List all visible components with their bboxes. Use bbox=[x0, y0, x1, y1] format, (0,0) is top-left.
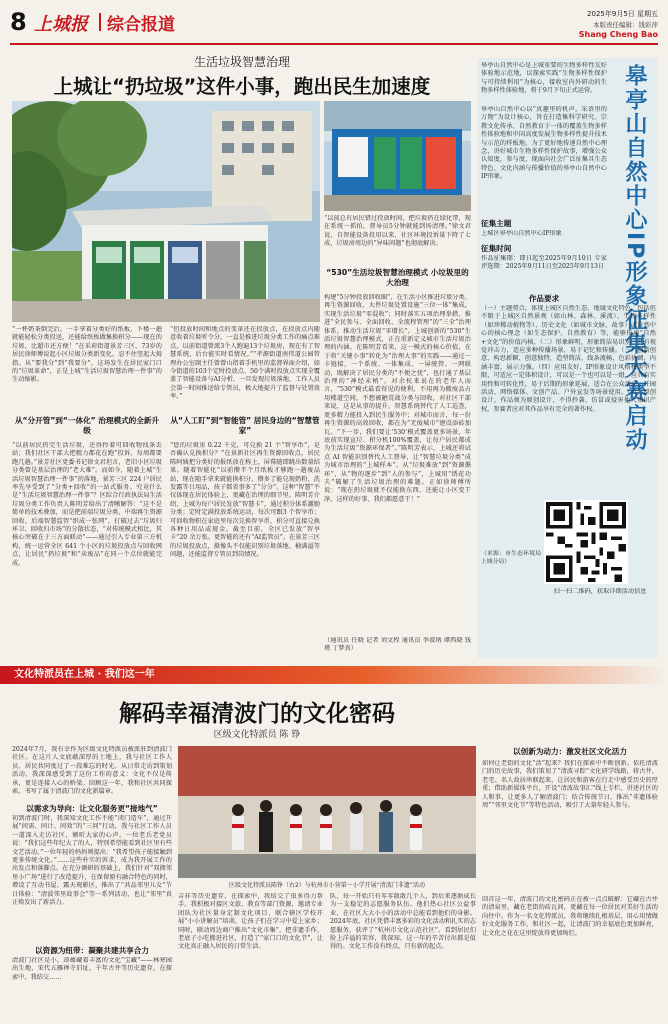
article1-col1-para2: “以前居民扔完生活垃圾，还得拎着可回收物找条丢站；我们社区干部大把精力都花在跑“投诉，每周都要跑几趟。”景芳社区党委书记徐文君坦言，老旧小区垃圾分类曾是基层治理的“老大难”。而如今，随着上城“生活垃圾智慧治理一件事”的落地，景芳三区 224 户居民率先享受到了“分类+回收”的一站式服务。究竟什么是“生活垃圾智慧治理一件事”？区综合行政执法局生活垃圾分类工作负责人陈明芳给出了清晰解答：“这不是简单的技术叠加，而是把前端垃圾分类、中端再生资源回收、后端智慧监管“织成一张网”，打破过去“垃圾归环卫、回收归市场”的分散状态，“对传统模式相比，其核心突破在于三方面联动”——通过引入专业第三方机构，统一运营全区 641 个小区的垃圾投放点与回收网点，让居民“扔垃圾”和“卖废品”在同一个点位就能完成。 bbox=[12, 442, 162, 567]
qr-instruction: 扫一扫二维码，获取详细活动信息 bbox=[553, 588, 647, 595]
article1-col2-para1: “但投放时间和地点的变革还在投放点，在投放点内随意收着垃圾听令分，一直是推进垃圾分类工作的痛点难点，以前街道曾派3个人跑遍13个垃圾房，现在有了智慧系统，后台能实时看情况。”“孝源街道南伟道公园管理办公室副主任曾曾山指着手机里的监督界面介绍，如今街道的103个定时投放点、50个满时投放点实现全覆盖了智能设备与AI分析，一旦发现垃圾落地、工作人员会第一时间推送给专管员，极大地提升了监督与处置效率。” bbox=[170, 326, 320, 401]
photo-caption: 区级文化特派员陈铮（右2）与杭州市小营第一小学开展“清波门非遗”活动 bbox=[228, 882, 426, 889]
article2-col2: 吉祥等历史遗存，在探索中，我结交了很多得力帮手。我积极对接区文旅、教育等部门资源，邀请专业团队为社区量身定制文化项目，联合辖区学校开展“小小讲解员”培训，让孩子们在学习中爱上家乡；同时，联动周边商户推出“文化市集”，把非遗手作、老底子小吃搬进社区，打造了“家门口的文化节”，让文化真正融入居民的日常生活。 bbox=[178, 893, 323, 951]
article1-col3-para2: 构建“5分钟投放回收圈”，在生活小区推进垃圾分类、再生资源回收、大件垃圾处置设施“三位一体”集成，实现生活垃圾“零混收”；同时落实五项治理举措，推进“全民参与、全面回收、全流程管理”的“三全”治理体系，推动生活垃圾“零增长”。上城创新的“530”生活垃圾智慧治理模式，正在重新定义城市生活垃圾治理的内涵。在陈明芳看来，这一模式的核心价值，在于将“关键小事”转化为“治理大事”的实践——通过一卡链接，一个系统、一体集成、一屏统管、一网联动，既解决了居民分类的“不便之忧”，也打通了基层治理的“神经末梢”。对余杭来说在的老年人而言，“530”模式最看得见的便利，不用再为搬废品占用楼道空间，不想被陋荒战分类与回收，对社区干部来说，这是从事的提升，智慧系统替代了人工巡查，更多精力能投入到民生服务中；对城市而言，每一份再生资源的高效回收，都在为“无废城市”建设添砖加瓦。“下一步，我们要让‘530’模式覆盖更多场景，年底前实现宣垃、积分机100%覆盖，让每户居民都成为生活垃圾“资源环保者”。”陈明芳表示，上城还将试点 AI 智能识别替代人工督导，让“智慧垃圾分类”成为城市治理的“上城样本”。从“垃圾难放”到“资源循环”，从“物的逐步”到“人的参与”，上城用“绣花功夫”破解了生活垃圾治理的难题。正如徐师傅所说：“现在扔垃圾就不仅能换东西，还能让小区变干净，这样的好事，我们都愿意干！” bbox=[324, 294, 471, 503]
masthead bbox=[0, 0, 668, 50]
smart-kiosk-illustration bbox=[324, 101, 471, 211]
article1-col1-para1: “一杯奶茶倒完后，一手拿着分类好的纸板，下楼一趟就能轻松分类投送，还能给纸板做集换积分——现在的垃圾，比超市还方便！”在采荷街道景芳三区，73岁的居民徐师傅说起小区垃圾分类新变化，忍不住竖起大拇指。从“要我分”到“我要分”，这场发生在居民家门口的“垃圾革命”，正是上城“生活垃圾智慧治理一件事”的生动缩影。 bbox=[12, 326, 162, 384]
sidebar-requirements: （一）主题契合，体现上城区自然生态、地域文化特色，包括但不限于上城区自然景观（如山林、森林、溪流）、生物多样性（如珍稀动植物等）、历史文化（如城市文脉、故事）或自然中心的核心理念（如生态保护、自然教育）等，能够传递“自然+文化”的价值内核。（二）形象鲜明，形象简洁易识别，具有视觉冲击力，适应多种传播场景，易于记忆和传播。（三）创新创意，构思新颖、创意独特，造型简洁，线条流畅，色彩协调，内涵丰富，展示力强。（四）应用友好，IP形象设计风格和类型不限，可适应一定体积设计，可以是一个也可以是一组，应具有实用性和可转化性，易于后期的形象延展，适合在公众活动、开园活动、网络媒体、文创产品、户外宣发等场景使用。（五）原创设计，作品须为原创设计，不得抄袭、仿冒或侵害他人知识产权，参赛者应对其作品享有完全的著作权。 bbox=[481, 305, 656, 413]
article1-subhead2: 从“人工盯”到“智能管” 居民身边的“智慧管家” bbox=[170, 416, 320, 435]
paper-logo: 上城报 bbox=[34, 14, 88, 35]
sidebar-head-theme: 征集主题 bbox=[481, 219, 512, 228]
page-number: 8 bbox=[10, 8, 27, 36]
pinyin-logo: Shang Cheng Bao bbox=[578, 30, 658, 39]
divider bbox=[99, 13, 101, 31]
sidebar-title: 皋亭山自然中心IP形象征集大赛启动 bbox=[622, 64, 647, 453]
issue-date: 2025年9月5日 星期五 bbox=[587, 10, 658, 18]
photo-smart-kiosk bbox=[324, 101, 471, 211]
article1-byline: （通讯员 任晓 记者 刘文程 通讯员 李波纳 谭西晓 钱 瑾 丁梦真） bbox=[324, 637, 471, 653]
sidebar-head-time: 征集时间 bbox=[481, 244, 512, 253]
qr-caption: （来源：市生态环境局上城分局） bbox=[481, 551, 541, 566]
group-photo-illustration bbox=[178, 746, 476, 878]
article1-kicker: 生活垃圾智慧治理 bbox=[193, 55, 290, 69]
article1-subhead1: 从“分开管”到“一体化” 治理模式的全新升级 bbox=[14, 416, 160, 435]
qr-code-icon bbox=[546, 502, 626, 582]
sidebar-head-req: 作品要求 bbox=[528, 294, 560, 303]
masthead-rule bbox=[10, 43, 658, 45]
article2-col4-subhead: 以创新为动力：激发社区文化活力 bbox=[513, 747, 627, 756]
photo-recycling-station bbox=[12, 101, 320, 322]
photo-group-activity bbox=[178, 746, 476, 878]
sidebar-intro: 皋亭山自然中心是上城重要的生物多样性友好体验地示范地，以探索实践“生物多样性保护与可持续利用”为核心，接收室内外研动的生物多样性体验地，将于9月下旬正式运营。 bbox=[481, 62, 607, 95]
article2-col1-subhead1: 以需求为导向：让文化服务更“接地气” bbox=[26, 804, 158, 813]
sidebar-intro2: 皋亭山自然中心以“真趣里的机声，采语里的万物”为设计核心，旨在打造集科学研究、宗教文化传承、自然教育于一体的覆盖生物多样性体验地和中国高度发展生物多样性提升技术与示范的样板地。为了更好地传递自然中心理念，讲好城市生物多样性保护故事，增强公众认知度，参与度，现面向社会广泛征集具生态特色、文化内涵与传播价值的皋亭山自然中心IP形象。 bbox=[481, 106, 607, 181]
sidebar-time: 作品征集期：即日起至2025年9月10日 专家评选期：2025年9月11日至2025年9月13日 bbox=[481, 255, 607, 271]
section-label: 综合报道 bbox=[107, 15, 175, 35]
article1-subhead3: “530”生活垃圾智慧治理模式 小垃圾里的大治理 bbox=[326, 268, 469, 287]
article1-headline: 上城让“扔垃圾”这件小事，跑出民生加速度 bbox=[53, 75, 431, 98]
article2-col4-para1: 如何让老街的文化“活”起来？我们在探索中不断创新。依托清波门的历史故事，我们策划了“清波寻踪”文化研学线路，将古井、老宅、名人故居串联起来，让居民和游客在行走中感受历史的厚重；借助新媒体平台，开设“清波故事汇”线上专栏，讲述社区的人和事，让更多人了解清波门；结合传统节日，推出“非遗体验周”“邻里文化节”等特色活动，吸引了大量年轻人参与。 bbox=[482, 760, 658, 810]
article2-byline: 区级文化特派员 陈 铮 bbox=[213, 730, 301, 740]
recycling-station-illustration bbox=[12, 101, 320, 322]
article2-col1-para3: 清波门社区是小，却蕴藏着丰富的文化“宝藏”——林寒园出生地、宋代五雁禅寺旧址、千年古井等历史遗存，在探索中，我结交…… bbox=[12, 957, 172, 981]
article2-band-label: 文化特派员在上城 · 我们这一年 bbox=[14, 669, 155, 680]
editor-line: 本版责任编辑：钱彩萍 bbox=[593, 21, 658, 29]
article2-col1-para1: 2024年7月，我有幸作为区级文化特派员被派驻到清波门社区。在这片人文底蕴深厚的土地上，我与社区工作人员、居民共同度过了一段难忘的时光。从日常走访到策划活动，我深深感受到了这份工作的意义：文化不仅是传承，更是连接人心的桥梁。回顾这一年，我和社区共同探索，书写了属于清波门的文化新篇章。 bbox=[12, 746, 172, 796]
article1-col3-para1: “以前总有居民错过投放时间，把垃圾扔在绿化带，现在系统一抓拍，督导员5分钟就能到场清理。”徐文君说，自智能设备投用以来，社区环境投诉量下降了七成，垃圾房周边的“异味问题”也彻底解决。 bbox=[324, 215, 471, 248]
qr-code[interactable] bbox=[544, 500, 628, 584]
article1-col2-para2: “您的垃圾重 0.22 千克，可兑换 21 个“智享币”，是否确认兑换积分？”在景新社区再生资源回收点，居民陈阿姨把分类好的报纸放在称上，屏幕随即跳出数量结果。随着智能化“以前攒半个月纸板才够跑一趟废品站，现在随手拿来就能换积分，攒多了能兑现奶粉、洗发露等日用品，孩子都省事多了“分分”。这种“智慧”不仅体现在居民体验上，更藏在治理的细节里。陈明芳介绍，上城为每户居民发放“智慧卡”，通过积分体系激励分类；定时定满投放系统运动，每次可跟3 个智享币；可回收物积在家庭里每次兑换智享币，积分可直接兑换各种日用品或现金。截至目前，全区已发放“智享卡”20 余万张。更智能的还有“AI监管员”。在景芳三区的垃圾投放点，摄像头不仅能识别垃圾落地、桶满溢等问题，还能监督专管员到岗情况。 bbox=[170, 442, 320, 559]
article2-col1-subhead2: 以资源为纽带：凝聚共建共享合力 bbox=[35, 946, 149, 955]
article2-col3: 队，每一开始只有零零散散几个人，到后来逐渐成长为一支稳定的志愿服务队伍。他们热心社区公益事业，在社区大大小小的活动中总能看到他们的身影。2024年底，社区凭借丰富多彩的文化活动和扎实的志愿服务，获评了“杭州市文化示范社区”。看到居民们脸上洋溢的笑容，我深知，这一年的辛苦付出都是值得的。文化工作没有终点，只有新的起点。 bbox=[330, 893, 476, 951]
sidebar-theme: 上城区皋亭山自然中心IP形象 bbox=[481, 230, 562, 237]
article2-col4-para2: 回首这一年，清波门的文化密码正在被一点点破解：它藏在古井的清泉里，藏在老街的砖瓦间，更藏在每一位居民对美好生活的向往中。作为一名文化特派员，我将继续扎根基层，用心用情做好文化服务工作，和社区一起，让清波门的幸福底色更加鲜亮，让文化之花在这里绽放得更加绚烂。 bbox=[482, 896, 658, 937]
article2-col1-para2: 初到清波门时，我深知文化工作不能“闭门造车”，通过开展“问需、问计、问效”的“三问”行动，我与社区工作人员一道深入走访社区，倾听大家的心声。一位老兵老党员说：“我们这些年纪大了的人，特别希望能看到社区里有些文艺活动。”一位年轻的妈妈则提出：“我希望孩子能接触到更多传统文化。”……这些朴实的诉求，成为我开展工作的出发点和落脚点。在充分调研的基础上，我们针对“双拥邻里小广场”进行了改造提升，在保留原有融合特色的同时，增设了互动书屋、露天观影区，推出了“共品邻里儿女”节日体验：“清波邻里故事会”等一系列活动，也让“邻里”真正焕发出了新活力。 bbox=[12, 815, 172, 907]
article2-headline: 解码幸福清波门的文化密码 bbox=[119, 701, 395, 727]
